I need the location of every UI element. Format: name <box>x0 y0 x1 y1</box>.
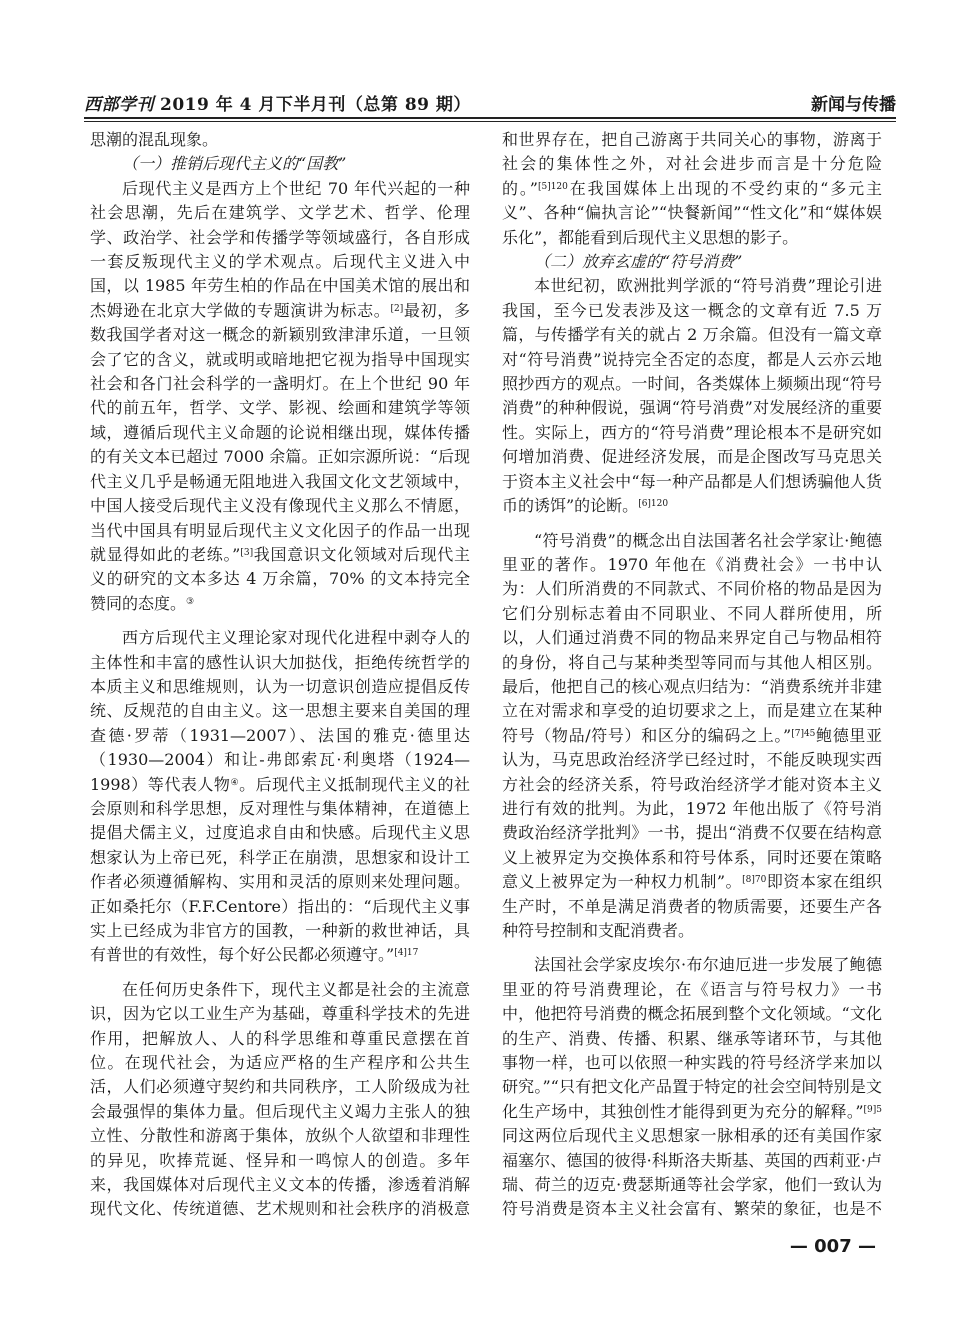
paragraph-text: 在任何历史条件下，现代主义都是社会的主流意识，因为它以工业生产为基础，尊重科学技术的先进作用，把解放人、人的科学思维和尊重民意摆在首位。在现代社会，为适应严格的生产程序和公共生活，人们必须遵守契约和共同秩序，工人阶级成为社会最强悍的集体力量。但后现代主义竭力主张人的独立性、分散性和游离于集体，放纵个人欲望和非理性的异见，吹捧荒诞、怪异和一鸣惊人的创造。多年来，我国媒体对后现代主义文本的传播，渗透着消解现代文化、传统道德、艺术规则和社会秩序的消极意 <box>90 979 470 1219</box>
subsection-heading <box>90 152 470 176</box>
citation-mark: [7]45 <box>791 728 816 739</box>
paragraph <box>502 128 882 250</box>
section-title: 新闻与传播 <box>811 95 896 115</box>
paragraph-text: “符号消费”的概念出自法国著名社会学家让·鲍德里亚的著作。1970 年他在《消费社会》一书中认为：人们所消费的不同款式、不同价格的物品是因为它们分别标志着由不同职业、不同人群所使用，所以，人们通过消费不同的物品来界定自己与物品相符的身份，将自己与某种类型等同而与其他人相区别。最后，他把自己的核心观点归结为：“消费系统并非建立在对需求和享受的迫切要求之上，而是建立在某种符号（物品/符号）和区分的编码之上。” <box>502 530 882 745</box>
paragraph-text: 在我国媒体上出现的不受约束的“多元主义”、各种“偏执言论”“快餐新闻”“性文化”和“媒体娱乐化”，都能看到后现代主义思想的影子。 <box>502 178 882 247</box>
page-number: — 007 — <box>789 1236 876 1257</box>
paragraph-text: 本世纪初，欧洲批判学派的“符号消费”理论引进我国，至今已发表涉及这一概念的文章有近 7.5 万篇，与传播学有关的就占 2 万余篇。但没有一篇文章对“符号消费”说持完全否定的态度，都是人云亦云地照抄西方的观点。一时间，各类媒体上频频出现“符号消费”的种种假说，强调“符号消费”对发展经济的重要性。实际上，西方的“符号消费”理论根本不是研究如何增加消费、促进经济发展，而是企图改写马克思关于资本主义社会中“每一种产品都是人们想诱骗他人货币的诱饵”的论断。 <box>502 276 882 516</box>
paragraph-text: 法国社会学家皮埃尔·布尔迪厄进一步发展了鲍德里亚的符号消费理论，在《语言与符号权力》一书中，他把符号消费的概念拓展到整个文化领域。“文化的生产、消费、传播、积累、继承等诸环节，与其他事物一样，也可以依照一种实践的符号经济学来加以研究。”“只有把文化产品置于特定的社会空间特别是文化生产场中，其独创性才能得到更为充分的解释。” <box>502 955 882 1121</box>
paragraph-text: 后现代主义是西方上个世纪 70 年代兴起的一种社会思潮，先后在建筑学、文学艺术、哲学、伦理学、政治学、社会学和传播学等领域盛行，各自形成一套反叛现代主义的学术观点。后现代主义进入中国，以 1985 年劳生柏的作品在中国美术馆的展出和杰姆逊在北京大学做的专题演讲为标志。 <box>90 178 470 320</box>
paragraph-text: 即资本家在组织生产时，不单是满足消费者的物质需要，还要生产各种符号控制和支配消费者。 <box>502 872 882 940</box>
citation-mark: [8]70 <box>742 875 767 886</box>
citation-mark: ③ <box>186 596 195 607</box>
citation-mark: [9]5 <box>863 1104 882 1115</box>
citation-mark: [5]120 <box>537 181 568 192</box>
paragraph <box>90 626 470 968</box>
issue-info: 2019 年 4 月下半月刊（总第 89 期） <box>160 95 471 115</box>
citation-mark: [6]120 <box>638 499 669 510</box>
paragraph-text: 我国意识文化领域对后现代主义的研究的文本多达 4 万余篇，70% 的文本持完全赞同的态度。 <box>90 544 470 613</box>
paragraph-text: （二）放弃玄虚的“符号消费” <box>534 252 743 272</box>
subsection-heading <box>502 250 882 274</box>
paragraph <box>90 128 470 152</box>
citation-mark: [2] <box>390 303 404 314</box>
paragraph-text: 鲍德里亚认为，马克思政治经济学已经过时，不能反映现实西方社会的经济关系，符号政治经济学才能对资本主义进行有效的批判。为此，1972 年他出版了《符号消费政治经济学批判》一书，提出“消费不仅要在结构意义上被界定为交换体系和符号体系，同时还要在策略意义上被界定为一种权力机制”。 <box>502 725 882 892</box>
paragraph <box>90 177 470 616</box>
citation-mark: [3] <box>240 547 254 558</box>
paragraph-text: 思潮的混乱现象。 <box>90 130 219 149</box>
citation-mark: ④ <box>230 777 240 788</box>
right-column <box>502 128 882 1223</box>
paragraph-text: 。后现代主义抵制现代主义的社会原则和科学思想，反对理性与集体精神，在道德上提倡犬儒主义，过度追求自由和快感。后现代主义思想家认为上帝已死，科学正在崩溃，思想家和设计工作者必须遵循解构、实用和灵活的原则来处理问题。正如桑托尔（F.F.Centore）指出的：“后现代主义事实上已经成为非官方的国教，一种新的救世神话，具有普世的有效性，每个好公民都必须遵守。” <box>90 774 470 965</box>
citation-mark: [4]17 <box>394 948 419 959</box>
header-rule-thin <box>84 121 896 122</box>
header-journal-info <box>84 90 471 115</box>
paragraph-text: 西方后现代主义理论家对现代化进程中剥夺人的主体性和丰富的感性认识大加挞伐，拒绝传统哲学的本质主义和思维规则，认为一切意识创造应提倡反传统、反规范的自由主义。这一思想主要来自美国的理查德·罗蒂（1931—2007）、法国的雅克·德里达（1930—2004）和让-弗郎索瓦·利奥塔（1924—1998）等代表人物 <box>90 628 470 794</box>
paragraph-text: 同这两位后现代主义思想家一脉相承的还有美国作家福塞尔、德国的彼得·科斯洛夫斯基、英国的西莉亚·卢瑞、荷兰的迈克·费瑟斯通等社会学家，他们一致认为符号消费是资本主义社会富有、繁荣的象征，也是不 <box>502 1126 882 1219</box>
header-rule-thick <box>84 117 896 119</box>
paragraph-text: 和世界存在，把自己游离于共同关心的事物，游离于社会的集体性之外，对社会进步而言是十分危险的。” <box>502 130 882 198</box>
paragraph <box>502 274 882 518</box>
journal-logo: 西部学刊 <box>84 95 154 115</box>
running-header <box>84 88 896 116</box>
left-column <box>90 128 470 1223</box>
paragraph-text: （一）推销后现代主义的“国教” <box>122 154 347 174</box>
paragraph <box>90 978 470 1223</box>
paragraph <box>502 953 882 1223</box>
paragraph <box>502 529 882 944</box>
paragraph-text: 最初，多数我国学者对这一概念的新颖别致津津乐道，一旦领会了它的含义，就或明或暗地把它视为指导中国现实社会和各门社会科学的一盏明灯。在上个世纪 90 年代的前五年，哲学、文学、影视、绘画和建筑学等领域，遵循后现代主义命题的论说相继出现，媒体传播的有关文本已超过 7000 余篇。正如宗源所说：“后现代主义几乎是畅通无阻地进入我国文化文艺领域中，中国人接受后现代主义没有像现代主义那么不情愿，当代中国具有明显后现代主义文化因子的作品一出现就显得如此的老练。” <box>90 300 470 564</box>
